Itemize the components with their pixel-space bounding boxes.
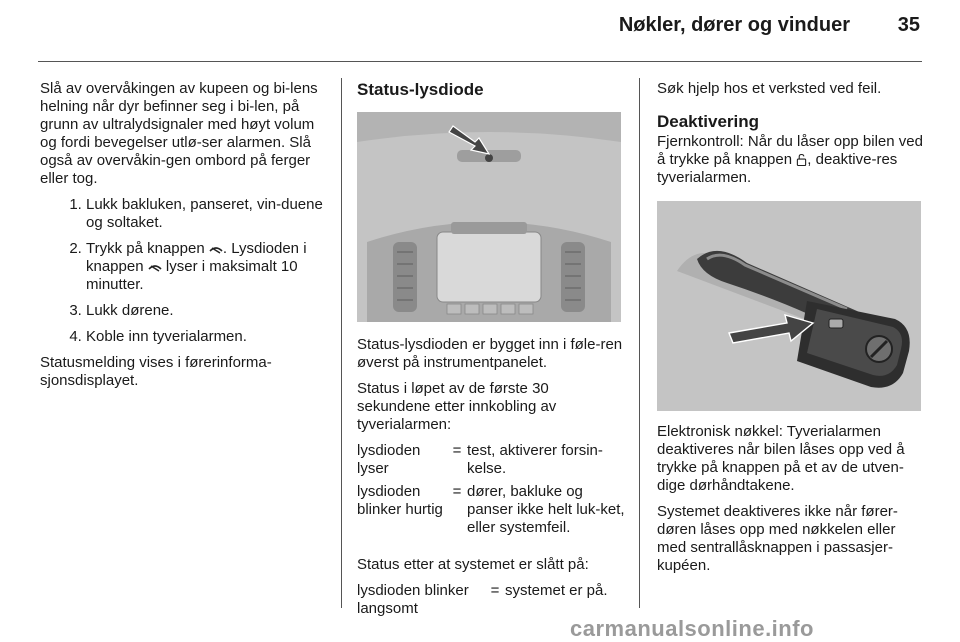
watermark: carmanualsonline.info — [570, 616, 814, 641]
page-header-title: Nøkler, dører og vinduer — [618, 14, 850, 36]
remote-paragraph — [657, 133, 925, 187]
unlock-icon — [796, 153, 807, 167]
steps-list — [40, 196, 325, 346]
status-first-30s: Status i løpet av de første 30 sekundene etter innkobling av tyverialarmen: — [357, 380, 557, 433]
status-desc: test, aktiverer forsin-kelse. — [467, 442, 603, 477]
status-term: lysdioden blinker langsomt — [357, 582, 469, 617]
column-2 — [357, 80, 625, 637]
status-desc: systemet er på. — [505, 582, 608, 599]
header-rule — [38, 61, 922, 62]
driver-door-paragraph: Systemet deaktiveres ikke når fører-døren låses opp med nøkkelen eller med sentrallåsknappen i passasjer-kupéen. — [657, 503, 898, 574]
car-sensor-icon — [209, 244, 223, 254]
status-term: lysdioden lyser — [357, 442, 421, 477]
step-4: 4. Koble inn tyverialarmen. — [86, 328, 325, 346]
page-number: 35 — [897, 14, 920, 36]
status-desc: dører, bakluke og panser ikke helt luk-ket, eller systemfeil. — [467, 483, 625, 536]
status-led-heading: Status-lysdiode — [357, 80, 484, 99]
column-1 — [40, 80, 325, 398]
status-after-on: Status etter at systemet er slått på: — [357, 556, 589, 573]
electronic-key-paragraph: Elektronisk nøkkel: Tyverialarmen deaktiveres når bilen låses opp ved å trykke på knappen på et av de utven-dige dørhåndtakene. — [657, 423, 905, 494]
car-sensor-icon — [148, 262, 162, 272]
table-row — [357, 442, 625, 483]
step-2-text-c: lyser i maksimalt 10 minutter. — [86, 258, 298, 293]
step-3: 3. Lukk dørene. — [86, 302, 325, 320]
step-2-text-a: Trykk på knappen — [86, 240, 205, 257]
equals-sign: = — [452, 442, 462, 459]
workshop-paragraph: Søk hjelp hos et verksted ved feil. — [657, 80, 882, 97]
status-table-1 — [357, 442, 625, 542]
status-term: lysdioden blinker hurtig — [357, 483, 443, 518]
step-2-text-b: . Lysdioden i knappen — [86, 240, 307, 275]
remote-text-b: , deaktive-res tyverialarmen. — [657, 151, 898, 186]
outro-paragraph: Statusmelding vises i førerinforma-sjonsdisplayet. — [40, 354, 272, 389]
status-led-description: Status-lysdioden er bygget inn i føle-ren øverst på instrumentpanelet. — [357, 336, 623, 371]
door-handle-figure — [657, 201, 921, 411]
intro-paragraph: Slå av overvåkingen av kupeen og bi-lens helning når dyr befinner seg i bi-len, på grunn av ultralydsignaler med høyt volum og fordi bevegelser utlø-ser alarmen. Slå også av overvåkin-gen ombord på ferger eller tog. — [40, 80, 318, 187]
column-divider-2 — [639, 78, 640, 608]
table-row — [357, 483, 625, 542]
remote-text-a: Fjernkontroll: Når du låser opp bilen ved å trykke på knappen — [657, 133, 923, 168]
equals-sign: = — [452, 483, 462, 500]
column-divider-1 — [341, 78, 342, 608]
deactivation-heading: Deaktivering — [657, 112, 760, 131]
column-3 — [657, 80, 925, 583]
equals-sign: = — [490, 582, 500, 599]
step-1: 1. Lukk bakluken, panseret, vin-duene og soltaket. — [86, 196, 325, 232]
dashboard-sensor-figure — [357, 112, 621, 322]
step-2 — [86, 240, 325, 294]
